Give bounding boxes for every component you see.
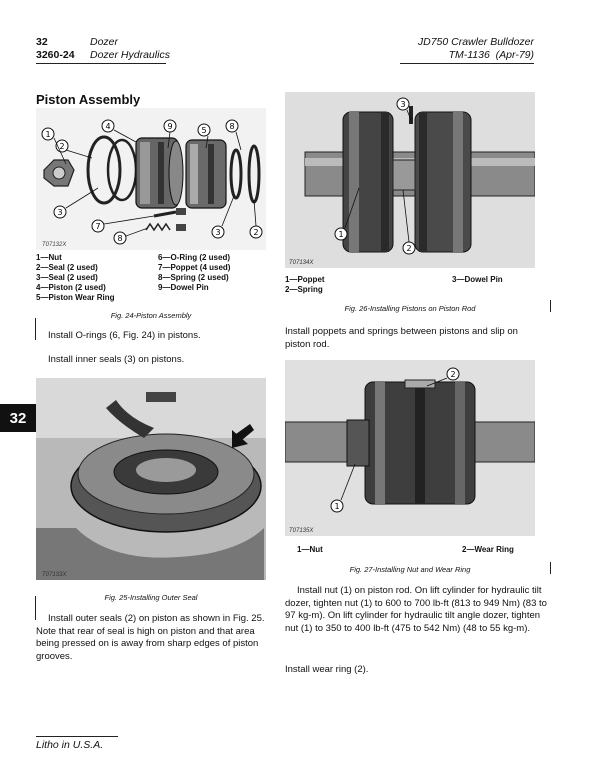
svg-text:1: 1 <box>45 130 51 139</box>
o-ring-part <box>88 137 120 203</box>
legend-item: 9—Dowel Pin <box>158 283 209 292</box>
poppet-spring-parts <box>146 208 186 231</box>
fig27-code: T07135X <box>289 528 314 534</box>
spring-part <box>393 160 415 190</box>
paragraph-o-rings: Install O-rings (6, Fig. 24) in pistons. <box>48 330 201 341</box>
header-rule-left <box>36 63 166 64</box>
fig25-code: T07133X <box>42 572 67 578</box>
fig25-caption: Fig. 25-Installing Outer Seal <box>104 593 198 602</box>
callout-1 <box>335 228 347 240</box>
callout-3 <box>397 98 409 110</box>
svg-text:2: 2 <box>406 244 412 253</box>
svg-text:3: 3 <box>215 228 221 237</box>
fig27-legend-right <box>462 545 552 555</box>
callout-1 <box>331 500 343 512</box>
section-tab: 32 <box>0 404 36 432</box>
litho-note: Litho in U.S.A. <box>36 739 104 751</box>
wear-ring-part <box>249 146 259 202</box>
legend-item: 2—Wear Ring <box>462 545 514 554</box>
legend-item: 7—Poppet (4 used) <box>158 263 231 272</box>
fig26-legend-left <box>285 275 405 295</box>
manual-title: JD750 Crawler Bulldozer <box>417 36 534 48</box>
callout-9 <box>164 120 176 132</box>
manual-code: TM-1136 <box>448 49 490 61</box>
piston-part-1 <box>136 138 183 208</box>
callout-8 <box>114 232 126 244</box>
subchapter-name: Dozer Hydraulics <box>90 49 170 61</box>
page-number: 32 <box>36 36 48 48</box>
fig24-legend-left <box>36 253 146 303</box>
piston-part-2 <box>186 140 226 208</box>
legend-item: 1—Nut <box>297 545 323 554</box>
paragraph-outer-seals: Install outer seals (2) on piston as shown in Fig. 25. Note that rear of seal is high on piston and that area being pressed on is away from sharp edges of piston grooves. <box>36 613 265 662</box>
legend-item: 4—Piston (2 used) <box>36 283 106 292</box>
dowel-pin-part <box>409 106 413 124</box>
piston-left <box>343 112 393 252</box>
svg-text:2: 2 <box>450 370 456 379</box>
fig26-photo <box>285 92 535 268</box>
svg-text:2: 2 <box>253 228 259 237</box>
legend-item: 2—Spring <box>285 285 323 294</box>
callout-3-right <box>212 226 224 238</box>
change-bar <box>35 318 36 340</box>
legend-item: 6—O-Ring (2 used) <box>158 253 231 262</box>
callout-3 <box>54 206 66 218</box>
paragraph-install-nut: Install nut (1) on piston rod. On lift cylinder for hydraulic tilt dozer, tighten nut (1) to 600 to 700 lb-ft (813 to 949 Nm) (83 to 97 kg-m). On lift cylinder for hydraulic tilt angle dozer, tighten nut (1) to 350 to 400 lb-ft (475 to 542 Nm) (48 to 55 kg-m). <box>285 585 547 634</box>
nut-part <box>347 420 369 466</box>
svg-text:1: 1 <box>334 502 340 511</box>
legend-item: 1—Poppet <box>285 275 325 284</box>
piston-body <box>71 434 261 532</box>
paragraph-wear-ring: Install wear ring (2). <box>285 664 369 675</box>
legend-item: 1—Nut <box>36 253 62 262</box>
svg-text:7: 7 <box>95 222 101 231</box>
callout-2 <box>403 242 415 254</box>
nut-part <box>44 160 74 186</box>
svg-text:8: 8 <box>117 234 123 243</box>
chapter-name: Dozer <box>90 36 119 48</box>
piston-assembly <box>365 382 475 504</box>
fig27-caption: Fig. 27-Installing Nut and Wear Ring <box>349 565 471 574</box>
callout-2-right <box>250 226 262 238</box>
manual-date: (Apr-79) <box>495 49 534 61</box>
fig24-legend-right <box>158 253 268 293</box>
wear-ring-part <box>405 380 435 388</box>
svg-text:9: 9 <box>167 122 173 131</box>
fig24-caption: Fig. 24-Piston Assembly <box>110 311 192 320</box>
fig27-legend-left <box>297 545 407 555</box>
callout-5 <box>198 124 210 136</box>
section-title: Piston Assembly <box>36 92 141 107</box>
section-code: 3260-24 <box>36 49 75 61</box>
fig24-code: T07132X <box>42 242 67 248</box>
paragraph-poppets: Install poppets and springs between pistons and slip on piston rod. <box>285 326 518 350</box>
seal-part <box>108 140 136 200</box>
svg-text:5: 5 <box>201 126 207 135</box>
svg-text:1: 1 <box>338 230 344 239</box>
piston-right <box>415 112 471 252</box>
callout-4 <box>102 120 114 132</box>
callout-1 <box>42 128 54 140</box>
legend-item: 8—Spring (2 used) <box>158 273 229 282</box>
seal-ring-right <box>231 150 241 198</box>
change-bar <box>550 562 551 574</box>
fig27-photo <box>285 360 535 536</box>
change-bar <box>550 300 551 312</box>
legend-item: 3—Seal (2 used) <box>36 273 98 282</box>
fig25-photo <box>36 378 266 580</box>
legend-item: 5—Piston Wear Ring <box>36 293 115 302</box>
header-rule-right <box>400 63 534 64</box>
manual-code-date <box>449 49 534 62</box>
fig24-exploded-view <box>36 108 266 250</box>
callout-8-top <box>226 120 238 132</box>
svg-text:4: 4 <box>105 122 111 131</box>
svg-text:3: 3 <box>57 208 63 217</box>
fig26-caption: Fig. 26-Installing Pistons on Piston Rod <box>344 304 476 313</box>
svg-text:2: 2 <box>59 142 65 151</box>
fig26-legend-right <box>452 275 542 285</box>
svg-text:8: 8 <box>229 122 235 131</box>
callout-2 <box>447 368 459 380</box>
footer-rule <box>36 736 118 737</box>
legend-item: 3—Dowel Pin <box>452 275 503 284</box>
paragraph-inner-seals: Install inner seals (3) on pistons. <box>48 354 185 365</box>
legend-item: 2—Seal (2 used) <box>36 263 98 272</box>
svg-text:3: 3 <box>400 100 406 109</box>
callout-7 <box>92 220 104 232</box>
fig26-code: T07134X <box>289 260 314 266</box>
